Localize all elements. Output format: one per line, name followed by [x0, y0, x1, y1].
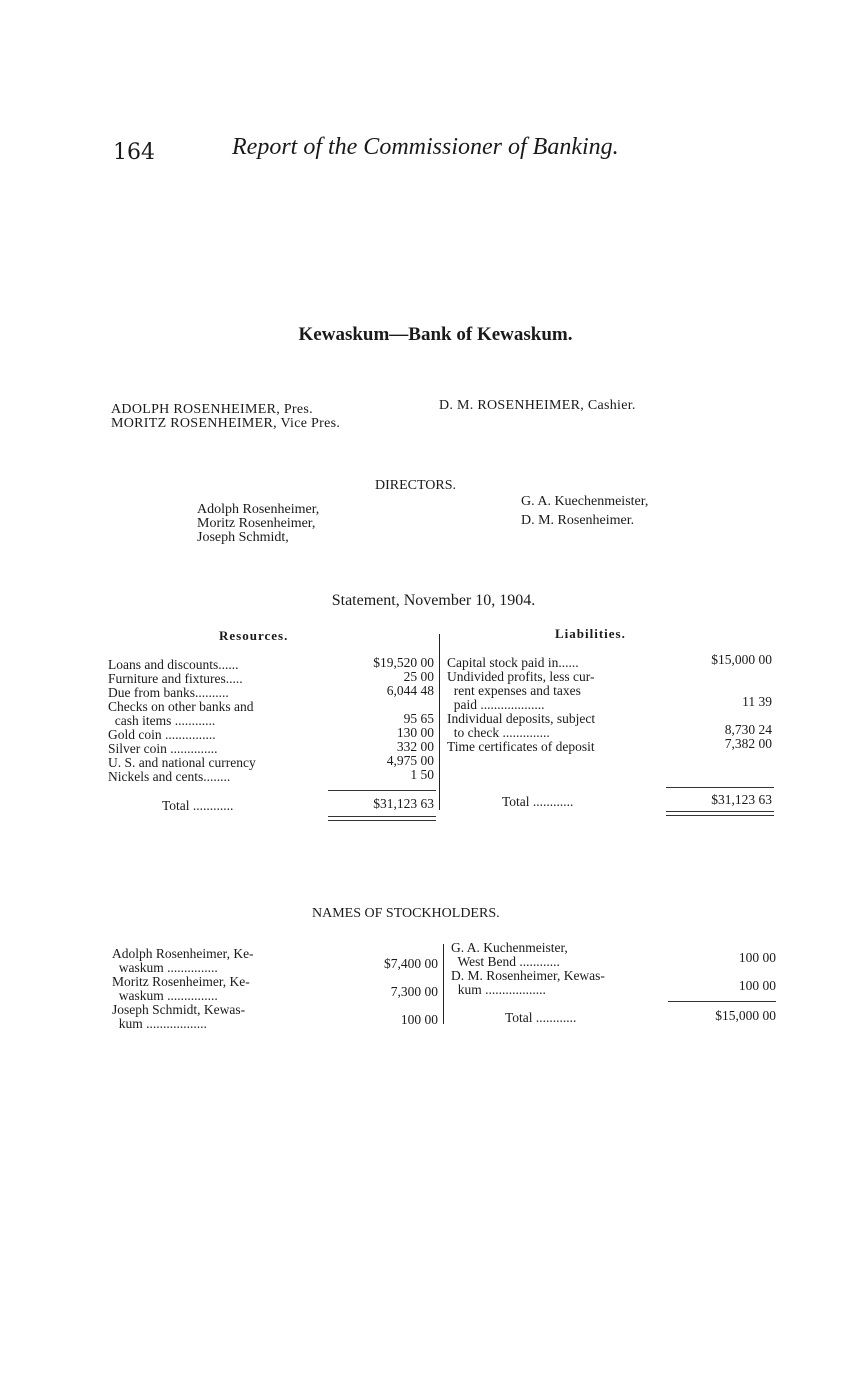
- stockholders-column-divider: [443, 944, 444, 1024]
- stockholder-name: kum ..................: [112, 1016, 207, 1031]
- resources-double-rule-1: [328, 816, 436, 817]
- resources-total-label: Total ............: [162, 798, 234, 813]
- liability-label: paid ...................: [447, 697, 545, 712]
- stockholder-amount: 7,300 00: [390, 984, 438, 999]
- resource-amount: 4,975 00: [386, 753, 434, 768]
- liability-amount: 7,382 00: [724, 736, 772, 751]
- liability-label: rent expenses and taxes: [447, 683, 581, 698]
- running-head: Report of the Commissioner of Banking.: [232, 134, 619, 160]
- resource-amount: 130 00: [396, 725, 434, 740]
- resources-total-amount: $31,123 63: [373, 796, 434, 811]
- statement-title: Statement, November 10, 1904.: [331, 592, 536, 609]
- resource-amount: 95 65: [403, 711, 434, 726]
- liability-amount: 11 39: [742, 694, 772, 709]
- resource-label: Nickels and cents........: [108, 769, 231, 784]
- director-left-2: Moritz Rosenheimer,: [197, 516, 316, 531]
- statement-column-divider: [439, 634, 440, 810]
- resource-label: cash items ............: [108, 713, 216, 728]
- resource-label: Gold coin ...............: [108, 727, 216, 742]
- liabilities-double-rule-1: [666, 811, 774, 812]
- stockholder-name: West Bend ............: [451, 954, 560, 969]
- liabilities-heading: Liabilities.: [555, 626, 626, 641]
- stockholder-name: Moritz Rosenheimer, Ke-: [112, 974, 250, 989]
- stockholder-name: D. M. Rosenheimer, Kewas-: [451, 968, 605, 983]
- stockholder-name: Joseph Schmidt, Kewas-: [112, 1002, 246, 1017]
- director-left-1: Adolph Rosenheimer,: [197, 502, 320, 517]
- resource-amount: 6,044 48: [386, 683, 434, 698]
- liability-label: Undivided profits, less cur-: [447, 669, 595, 684]
- page-number: 164: [113, 140, 155, 165]
- resource-label: Silver coin ..............: [108, 741, 218, 756]
- officer-cashier: D. M. ROSENHEIMER, Cashier.: [439, 398, 636, 413]
- bank-title: Kewaskum—Bank of Kewaskum.: [298, 324, 573, 345]
- stockholders-total-label: Total ............: [505, 1010, 577, 1025]
- stockholder-name: Adolph Rosenheimer, Ke-: [112, 946, 254, 961]
- resource-amount: 25 00: [403, 669, 434, 684]
- liability-amount: $15,000 00: [711, 652, 772, 667]
- stockholder-amount: 100 00: [738, 978, 776, 993]
- resources-total-rule: [328, 790, 436, 791]
- resources-heading: Resources.: [219, 628, 289, 643]
- resource-amount: 332 00: [396, 739, 434, 754]
- stockholder-name: kum ..................: [451, 982, 546, 997]
- resource-label: Loans and discounts......: [108, 657, 239, 672]
- director-right-2: D. M. Rosenheimer.: [521, 513, 635, 528]
- resource-label: Furniture and fixtures.....: [108, 671, 243, 686]
- liability-label: to check ..............: [447, 725, 550, 740]
- officer-president: ADOLPH ROSENHEIMER, Pres.: [111, 402, 313, 417]
- liabilities-total-rule: [666, 787, 774, 788]
- liabilities-total-amount: $31,123 63: [711, 792, 772, 807]
- resources-double-rule-2: [328, 820, 436, 821]
- stockholder-amount: 100 00: [400, 1012, 438, 1027]
- stockholder-amount: 100 00: [738, 950, 776, 965]
- liabilities-double-rule-2: [666, 815, 774, 816]
- director-left-3: Joseph Schmidt,: [197, 530, 289, 545]
- resource-label: Due from banks..........: [108, 685, 229, 700]
- director-right-1: G. A. Kuechenmeister,: [521, 494, 649, 509]
- stockholders-total-rule: [668, 1001, 776, 1002]
- liability-label: Time certificates of deposit: [447, 739, 595, 754]
- resource-label: Checks on other banks and: [108, 699, 254, 714]
- stockholders-heading: NAMES OF STOCKHOLDERS.: [312, 906, 500, 921]
- stockholder-amount: $7,400 00: [384, 956, 438, 971]
- stockholder-name: waskum ...............: [112, 960, 218, 975]
- resource-amount: $19,520 00: [373, 655, 434, 670]
- liability-amount: 8,730 24: [724, 722, 772, 737]
- officer-vice-president: MORITZ ROSENHEIMER, Vice Pres.: [111, 416, 341, 431]
- liability-label: Capital stock paid in......: [447, 655, 579, 670]
- stockholder-name: G. A. Kuchenmeister,: [451, 940, 568, 955]
- stockholder-name: waskum ...............: [112, 988, 218, 1003]
- liability-label: Individual deposits, subject: [447, 711, 596, 726]
- directors-heading: DIRECTORS.: [375, 478, 457, 493]
- resource-amount: 1 50: [410, 767, 434, 782]
- liabilities-total-label: Total ............: [502, 794, 574, 809]
- stockholders-total-amount: $15,000 00: [715, 1008, 776, 1023]
- resource-label: U. S. and national currency: [108, 755, 256, 770]
